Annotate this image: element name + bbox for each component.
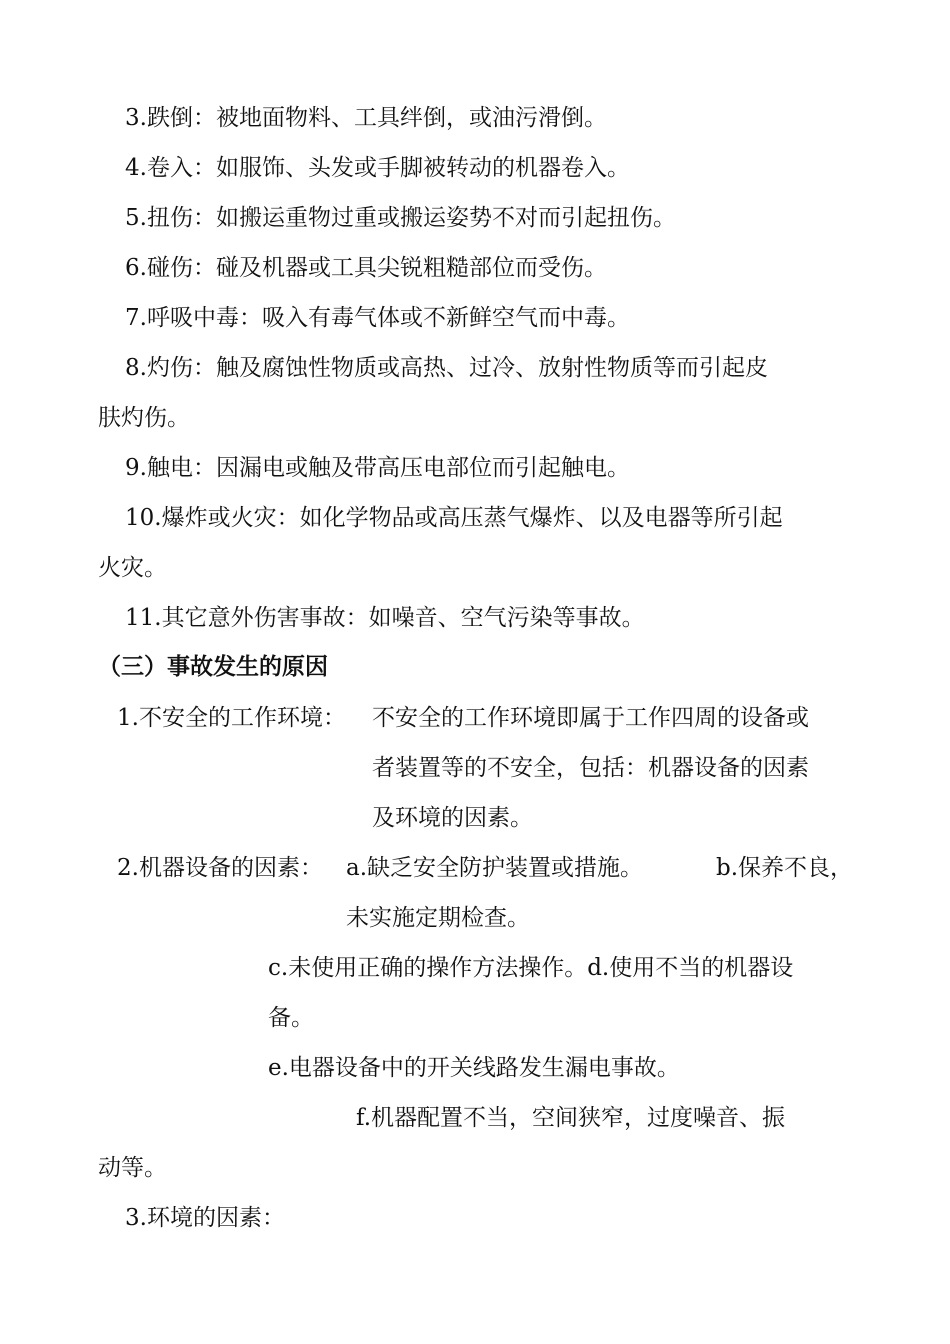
item-4-entanglement: 4.卷入：如服饰、头发或手脚被转动的机器卷入。	[125, 155, 630, 181]
item-9-electric-shock: 9.触电：因漏电或触及带高压电部位而引起触电。	[125, 455, 630, 481]
cause-1-line-1: 不安全的工作环境即属于工作四周的设备或	[372, 705, 809, 731]
item-3-fall: 3.跌倒：被地面物料、工具绊倒，或油污滑倒。	[125, 105, 607, 131]
section-heading: （三）事故发生的原因	[98, 654, 328, 680]
cause-2-item-cd-continued: 备。	[268, 1005, 314, 1031]
cause-2-item-b: b.保养不良，	[716, 855, 854, 881]
item-6-bruise: 6.碰伤：碰及机器或工具尖锐粗糙部位而受伤。	[125, 255, 607, 281]
item-10-continued: 火灾。	[98, 555, 167, 581]
cause-2-item-cd: c.未使用正确的操作方法操作。d.使用不当的机器设	[268, 955, 794, 981]
cause-2-label: 2.机器设备的因素：	[117, 855, 323, 881]
cause-3-label: 3.环境的因素：	[125, 1205, 285, 1231]
item-11-other: 11.其它意外伤害事故：如噪音、空气污染等事故。	[125, 605, 645, 631]
cause-2-item-e: e.电器设备中的开关线路发生漏电事故。	[268, 1055, 680, 1081]
cause-1-line-2: 者装置等的不安全，包括：机器设备的因素	[372, 755, 809, 781]
item-8-burn: 8.灼伤：触及腐蚀性物质或高热、过冷、放射性物质等而引起皮	[125, 355, 768, 381]
cause-2-item-b-continued: 未实施定期检查。	[346, 905, 530, 931]
cause-1-line-3: 及环境的因素。	[372, 805, 533, 831]
item-8-burn-continued: 肤灼伤。	[98, 405, 190, 431]
item-5-sprain: 5.扭伤：如搬运重物过重或搬运姿势不对而引起扭伤。	[125, 205, 676, 231]
cause-2-item-f-continued: 动等。	[98, 1155, 167, 1181]
item-7-poisoning: 7.呼吸中毒：吸入有毒气体或不新鲜空气而中毒。	[125, 305, 630, 331]
cause-1-label: 1.不安全的工作环境：	[117, 705, 346, 731]
cause-2-item-a: a.缺乏安全防护装置或措施。	[346, 855, 644, 881]
cause-2-item-f: f.机器配置不当，空间狭窄，过度噪音、振	[356, 1105, 786, 1131]
item-10-explosion-fire: 10.爆炸或火灾：如化学物品或高压蒸气爆炸、以及电器等所引起	[125, 505, 783, 531]
